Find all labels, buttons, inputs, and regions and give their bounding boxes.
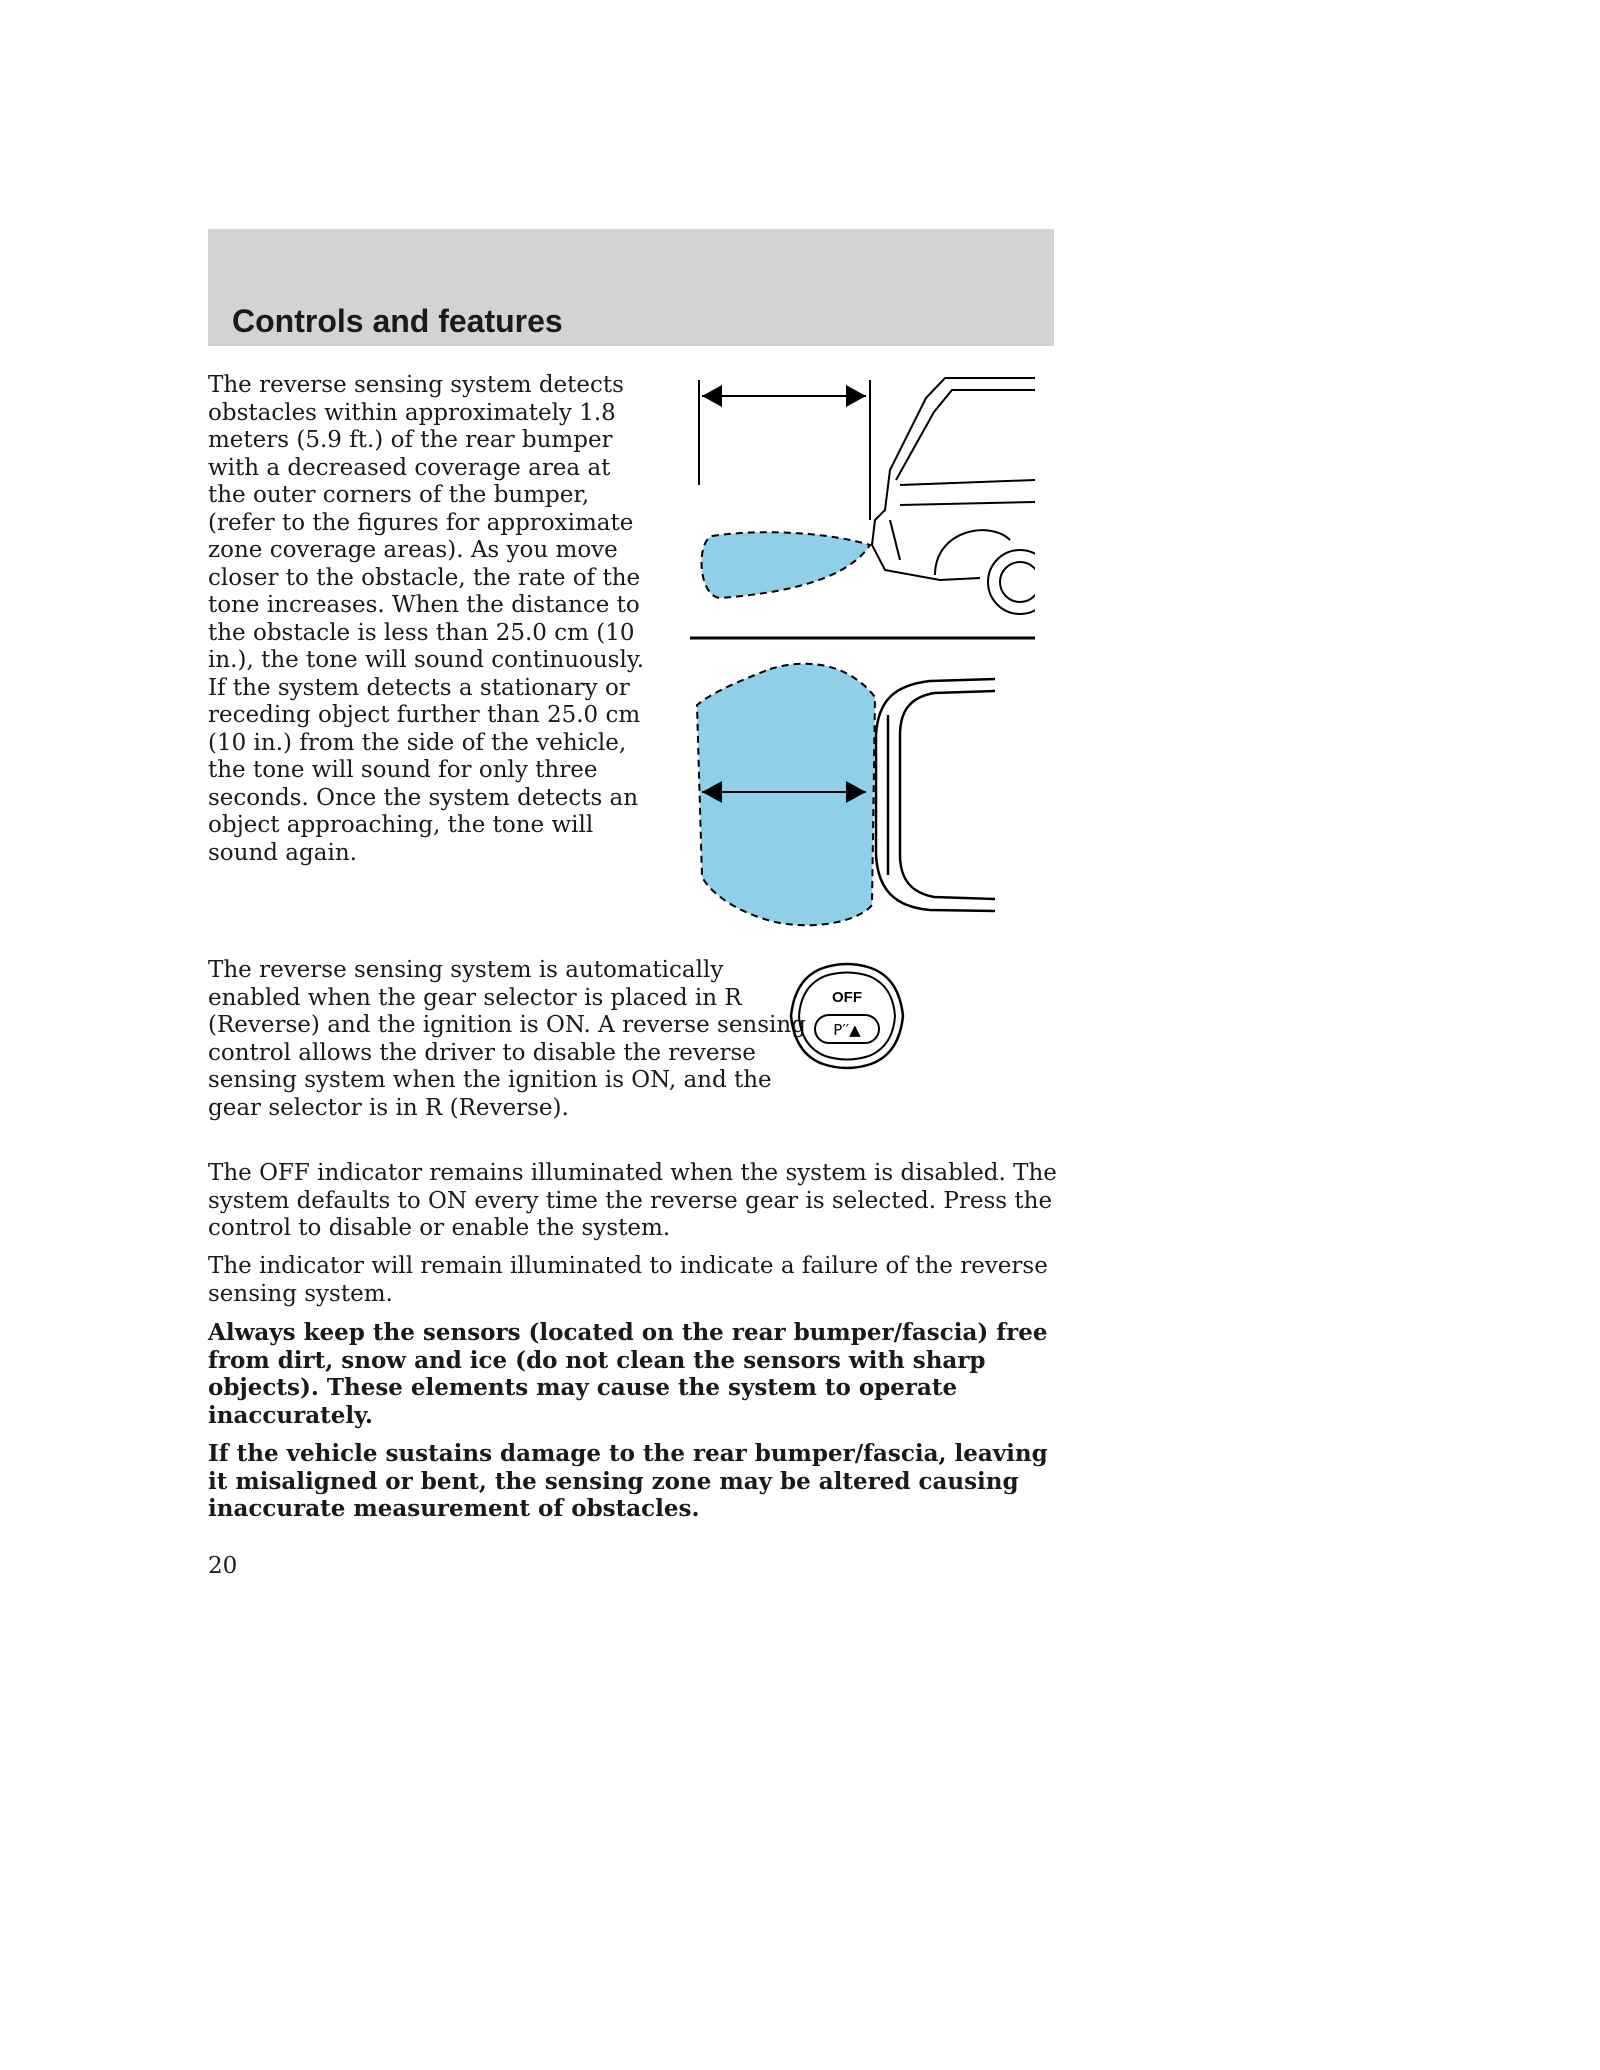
vehicle-top-outline <box>876 679 995 911</box>
paragraph-off-indicator: The OFF indicator remains illuminated when the system is disabled. The system defaults to ON every time the reverse gear is selected. Press the control to disable or enable the system. <box>208 1160 1057 1241</box>
sensing-zone-side <box>702 532 870 598</box>
warning-bumper-damage: If the vehicle sustains damage to the rear bumper/fascia, leaving it misaligned or bent, the sensing zone may be altered causing inaccurate measurement of obstacles. <box>208 1440 1048 1522</box>
paragraph-failure-indicator: The indicator will remain illuminated to indicate a failure of the reverse sensing system. <box>208 1253 1048 1307</box>
off-indicator-label: OFF <box>832 989 862 1006</box>
paragraph-auto-enable-text: The reverse sensing system is automatically enabled when the gear selector is placed in R (Reverse) and the ignition is ON. A reverse sensing control allows the driver to disable the reverse sensing system when the ignition is ON, and the gear selector is in R (Reverse). <box>208 957 806 1121</box>
section-header-band <box>208 229 1054 346</box>
vehicle-side-outline <box>872 378 1035 614</box>
side-view-sensing-zone-figure <box>690 370 1035 645</box>
warning-keep-sensors-clean: Always keep the sensors (located on the rear bumper/fascia) free from dirt, snow and ice (do not clean the sensors with sharp objects). These elements may cause the system to operate inaccurately. <box>208 1319 1048 1429</box>
section-title: Controls and features <box>232 303 563 339</box>
top-view-sensing-zone-figure <box>690 655 1010 930</box>
page-number: 20 <box>208 1553 238 1579</box>
arrowhead-right <box>846 385 866 407</box>
paragraph-auto-enable <box>208 957 1058 1122</box>
reverse-sensing-control-figure <box>785 960 910 1072</box>
arrowhead-left <box>702 385 722 407</box>
paragraph-detection-range: The reverse sensing system detects obstacles within approximately 1.8 meters (5.9 ft.) of the rear bumper with a decreased coverage area at the outer corners of the bumper, (refer to the figures for approximate zone coverage areas). As you move closer to the obstacle, the rate of the tone increases. When the distance to the obstacle is less than 25.0 cm (10 in.), the tone will sound continuously. If the system detects a stationary or receding object further than 25.0 cm (10 in.) from the side of the vehicle, the tone will sound for only three seconds. Once the system detects an object approaching, the tone will sound again. <box>208 372 645 866</box>
parking-aid-symbol: P′′▲ <box>833 1021 861 1039</box>
